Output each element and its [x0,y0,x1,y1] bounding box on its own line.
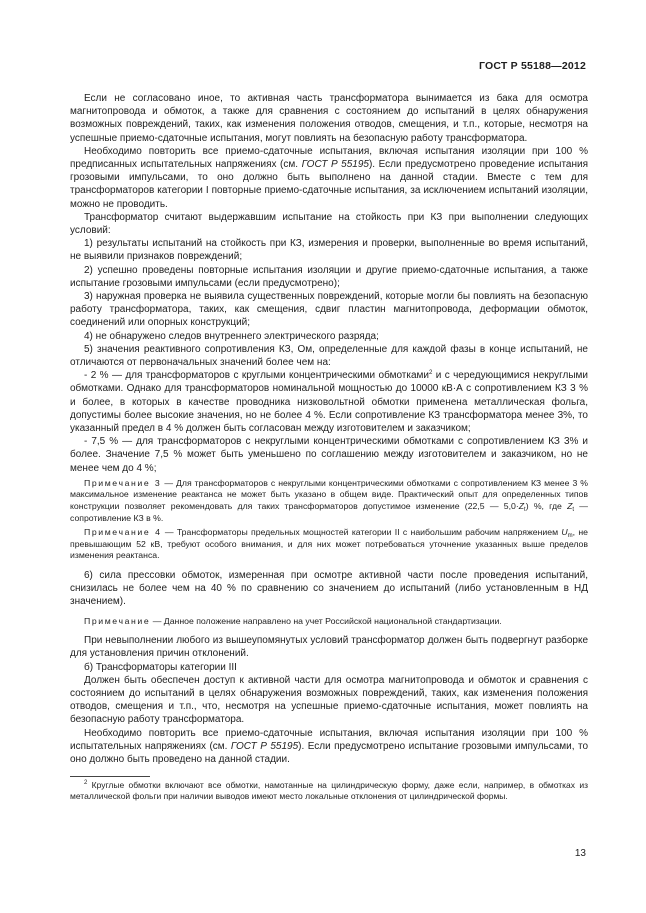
paragraph-repeat-tests: Необходимо повторить все приемо-сдаточные испытания, включая испытания изоляции при 100 % предписанных испытательных напряжениях (см. ГОСТ Р 55195). Если предусмотрено проведение испытания грозовыми импульсами, то оно должно быть выполнено на данной стадии. Вместе с тем для трансформаторов категории I повторные приемо-сдаточные испытания, за исключением испытаний изоляции, можно не проводить. [70,145,589,210]
note-3: Примечание 3 — Для трансформаторов с некруглыми концентрическими обмотками с сопротивлением КЗ менее 3 % максимальное изменение реактанса не может быть указано в общем виде. Практический опыт для определенных типов конструкции позволяет рекомендовать для таких трансформаторов допустимое изменение (22,5 — $5,0\cdot Z_t$) %, где $Z_t$ — сопротивление КЗ в %. [70,477,588,523]
paragraph-activepart-inspection: Если не согласовано иное, то активная часть трансформатора вынимается из бака для осмотра магнитопровода и обмоток, а также для сравнения с состоянием до испытаний в целях обнаружения возможных повреждений, таких, как изменения положения отводов, смещения, и т.п., которые, несмотря на успешные приемо-сдаточные испытания, могут повлиять на безопасную работу трансформатора. [70,93,588,144]
note-4: Примечание 4 — Трансформаторы предельных мощностей категории II с наибольшим рабочим напряжением $U_m$, не превышающим 52 кВ, требуют особого внимания, и для них может потребоваться уточнение указанных выше пределов изменения реактанса. [70,527,588,561]
condition-5-dash-2: - 7,5 % — для трансформаторов с некруглыми концентрическими обмотками с сопротивлением КЗ 3% и более. Значение 7,5 % может быть уменьшено по соглашению между изготовителем и заказчиком, но не менее чем до 4 %; [70,436,588,474]
paragraph-conditions-intro: Трансформатор считают выдержавшим испытание на стойкость при КЗ при выполнении следующих условий: [70,211,588,237]
standard-reference: ГОСТ Р 55195 [301,159,369,171]
condition-1: 1) результаты испытаний на стойкость при КЗ, измерения и проверки, выполненные во время испытаний, не выявили признаков повреждений; [70,238,588,263]
page-number: 13 [574,848,586,859]
standard-reference: ГОСТ Р 55195 [230,740,299,752]
footnote-marker: 2 [429,370,433,377]
document-body [70,58,588,803]
condition-5: 5) значения реактивного сопротивления КЗ, Ом, определенные для каждой фазы в конце испытаний, не отличаются от первоначальных значений более чем на: [70,343,588,369]
paragraph-category-3-repeat-tests: Необходимо повторить все приемо-сдаточные испытания, включая испытания изоляции при 100 % испытательных напряжениях (см. ГОСТ Р 55195). Если предусмотрено испытание грозовыми импульсами, то оно должно быть проведено на данной стадии. [70,727,589,766]
condition-6: 6) сила прессовки обмоток, измеренная при осмотре активной части после проведения испытаний, снизилась не более чем на 40 % по сравнению со значением до испытаний (либо установленным в НД значением). [70,570,588,608]
condition-4: 4) не обнаружено следов внутреннего электрического разряда; [84,330,379,342]
footnote: $^2$ Круглые обмотки включают все обмотки, намотанные на цилиндрическую форму, даже если, например, в обмотках из металлической фольги при наличии выводов имеют место локальные отклонения от цилиндрической формы. [70,780,588,802]
note-national: Примечание — Данное положение направлено на учет Российской национальной стандартизации. [84,615,502,626]
standard-code-header: ГОСТ Р 55188—2012 [478,60,586,72]
footnote-divider [70,776,150,777]
condition-3: 3) наружная проверка не выявила существенных повреждений, которые могли бы повлиять на безопасную работу трансформатора, таких, как смещения, сдвиг пластин магнитопровода, деформации обмоток, соединений или опорных конструкций; [70,291,588,329]
subsection-heading-category-3: б) Трансформаторы категории III [84,661,237,673]
paragraph-category-3-access: Должен быть обеспечен доступ к активной части для осмотра магнитопровода и обмоток и сравнения с состоянием до испытаний в целях обнаружения возможных повреждений, таких, как изменения положения отводов, смещения и т.п., что, несмотря на успешные приемо-сдаточные испытания, может повлиять на безопасную работу трансформатора. [70,674,588,726]
condition-5-dash-1: - 2 % — для трансформаторов с круглыми концентрическими обмотками$^2$ и с чередующимися некруглыми обмотками. Однако для трансформаторов номинальной мощностью до 10000 кВ·А с сопротивлением КЗ 3 % и более, в которых в качестве проводника низковольтной обмотки применена металлическая фольга, допустимы более высокие значения, но не более 4 %. Если сопротивление КЗ трансформатора менее 3%, то указанный предел в 4 % должен быть согласован между изготовителем и заказчиком; [70,370,589,435]
paragraph-failure-disassembly: При невыполнении любого из вышеупомянутых условий трансформатор должен быть подвергнут разборке для установления причин отклонений. [70,635,588,660]
condition-2: 2) успешно проведены повторные испытания изоляции и другие приемо-сдаточные испытания, а также испытание грозовыми импульсами (если предусмотрено); [70,264,588,289]
